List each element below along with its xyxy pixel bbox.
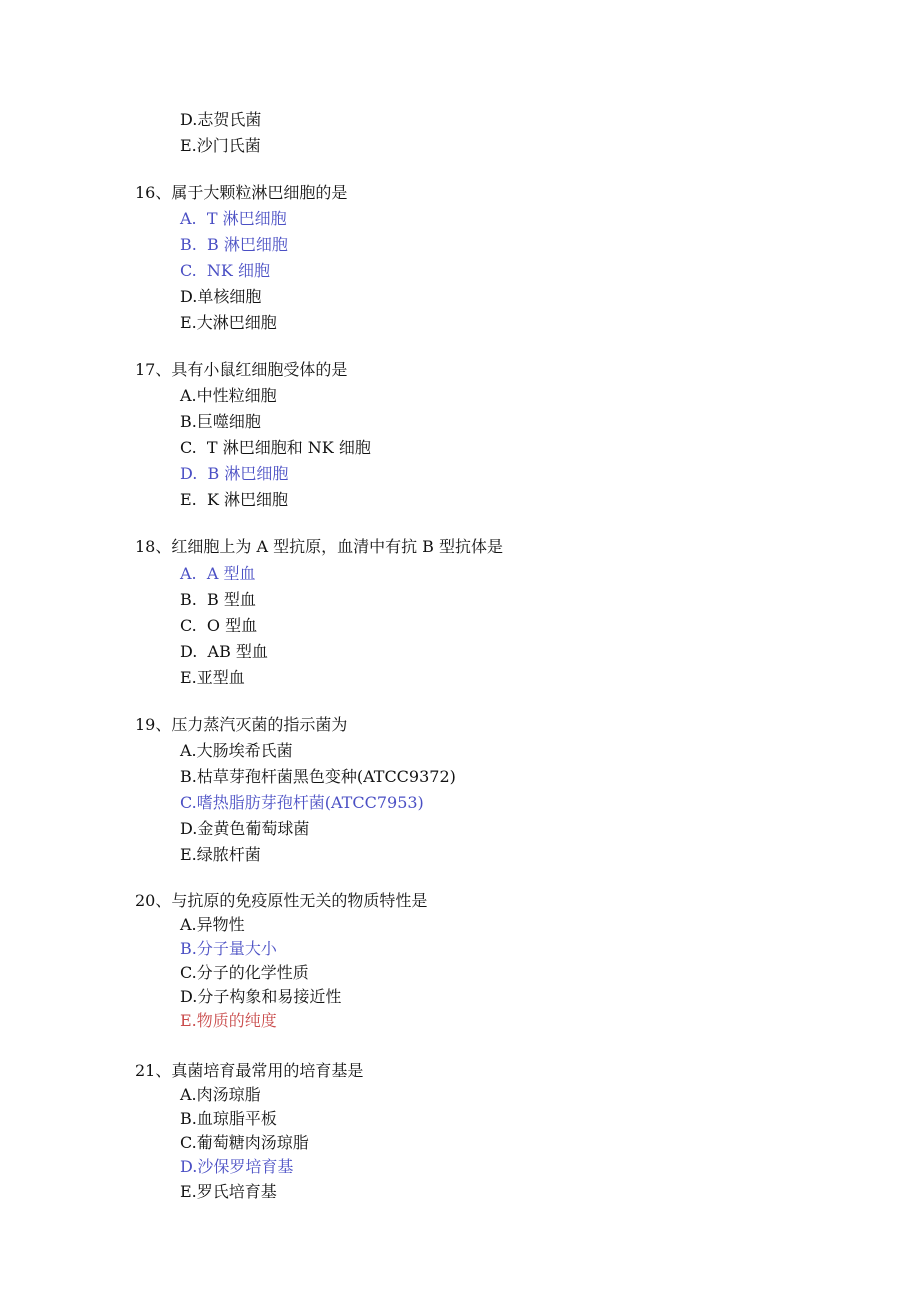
question-19-option-d: D.金黄色葡萄球菌 bbox=[180, 819, 310, 838]
question-21-option-d: D.沙保罗培育基 bbox=[180, 1157, 294, 1176]
question-17-option-a: A.中性粒细胞 bbox=[180, 386, 277, 405]
question-21-option-a: A.肉汤琼脂 bbox=[180, 1085, 261, 1104]
question-18-option-a: A. A 型血 bbox=[180, 564, 256, 583]
question-20-option-a: A.异物性 bbox=[180, 915, 245, 934]
question-17-stem: 17、具有小鼠红细胞受体的是 bbox=[135, 360, 348, 379]
question-18-option-e: E.亚型血 bbox=[180, 668, 245, 687]
fragment-option-e: E.沙门氏菌 bbox=[180, 136, 261, 155]
question-20-option-d: D.分子构象和易接近性 bbox=[180, 987, 342, 1006]
question-20-option-b: B.分子量大小 bbox=[180, 939, 277, 958]
question-18-stem: 18、红细胞上为 A 型抗原，血清中有抗 B 型抗体是 bbox=[135, 537, 504, 556]
question-17-option-c: C. T 淋巴细胞和 NK 细胞 bbox=[180, 438, 371, 457]
question-21-stem: 21、真菌培育最常用的培育基是 bbox=[135, 1061, 364, 1080]
question-19-option-b: B.枯草芽孢杆菌黑色变种(ATCC9372) bbox=[180, 767, 456, 786]
question-16-option-e: E.大淋巴细胞 bbox=[180, 313, 277, 332]
question-19-option-e: E.绿脓杆菌 bbox=[180, 845, 261, 864]
question-19-stem: 19、压力蒸汽灭菌的指示菌为 bbox=[135, 715, 348, 734]
question-18-option-d: D. AB 型血 bbox=[180, 642, 268, 661]
question-19-option-a: A.大肠埃希氏菌 bbox=[180, 741, 293, 760]
question-20-stem: 20、与抗原的免疫原性无关的物质特性是 bbox=[135, 891, 428, 910]
question-20-option-e: E.物质的纯度 bbox=[180, 1011, 277, 1030]
question-21-option-c: C.葡萄糖肉汤琼脂 bbox=[180, 1133, 309, 1152]
question-17-option-e: E. K 淋巴细胞 bbox=[180, 490, 288, 509]
question-18-option-b: B. B 型血 bbox=[180, 590, 256, 609]
question-16-option-a: A. T 淋巴细胞 bbox=[180, 209, 287, 228]
question-16-stem: 16、属于大颗粒淋巴细胞的是 bbox=[135, 183, 348, 202]
question-16-option-b: B. B 淋巴细胞 bbox=[180, 235, 288, 254]
question-17-option-d: D. B 淋巴细胞 bbox=[180, 464, 289, 483]
question-17-option-b: B.巨噬细胞 bbox=[180, 412, 261, 431]
question-18-option-c: C. O 型血 bbox=[180, 616, 258, 635]
question-16-option-c: C. NK 细胞 bbox=[180, 261, 270, 280]
question-21-option-b: B.血琼脂平板 bbox=[180, 1109, 277, 1128]
question-16-option-d: D.单核细胞 bbox=[180, 287, 262, 306]
fragment-option-d: D.志贺氏菌 bbox=[180, 110, 262, 129]
question-20-option-c: C.分子的化学性质 bbox=[180, 963, 309, 982]
question-21-option-e: E.罗氏培育基 bbox=[180, 1182, 277, 1201]
question-19-option-c: C.嗜热脂肪芽孢杆菌(ATCC7953) bbox=[180, 793, 424, 812]
